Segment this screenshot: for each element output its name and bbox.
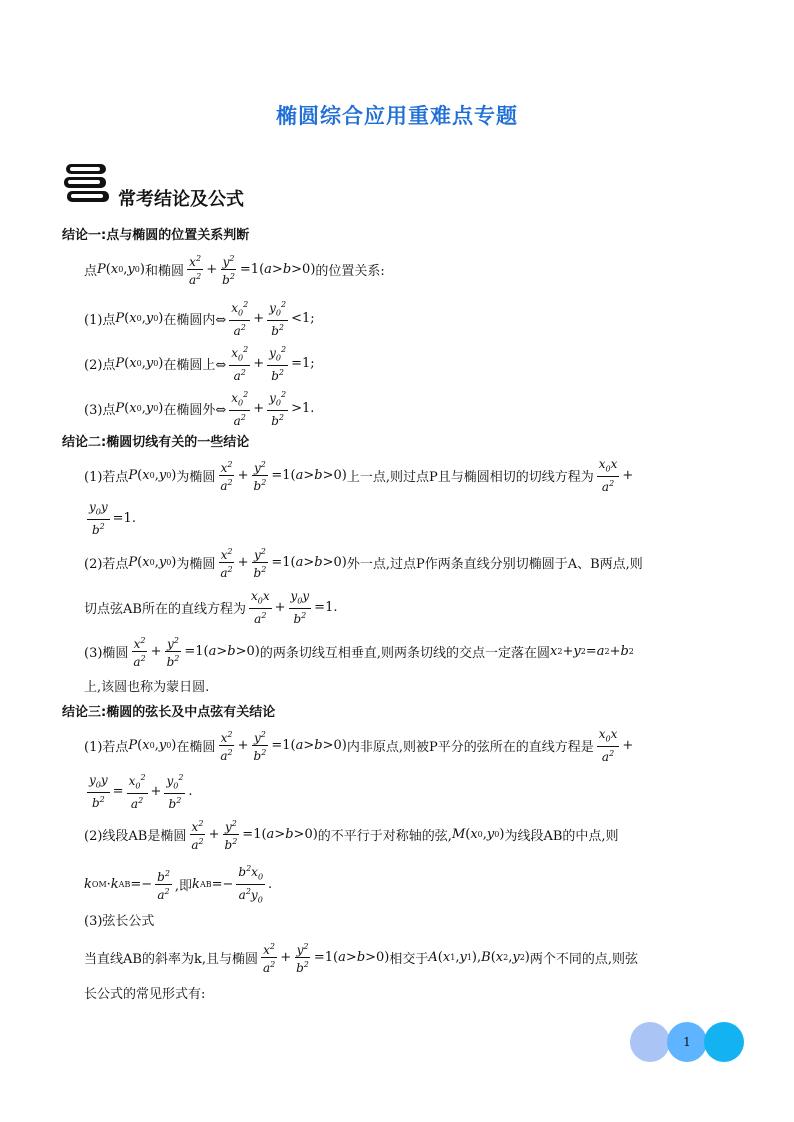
section-heading: 常考结论及公式 [118,189,244,210]
c3-item-2: (2)线段AB是椭圆 $\frac{x^2}{a^2}$ + $\frac{y^2}{b^2}$ =1( a > b >0) 的不平行于对称轴的弦, M ( x 0 , y 0 ) 为线段AB的中点,则 [84,819,619,852]
c2-item-3-cont: 上,该圆也称为蒙日圆. [84,680,210,695]
conclusion-2-heading: 结论二:椭圆切线有关的一些结论 [62,435,250,450]
c3-item-4: 当直线AB的斜率为k,且与椭圆 $\frac{x^2}{a^2}$ + $\frac{y^2}{b^2}$ =1( a > b >0) 相交于 A ( x 1 , y 1 ), B ( x 2 , y 2 ) 两个不同的点,则弦 [84,942,639,975]
c3-item-3: (3)弦长公式 [84,914,155,929]
c3-item-1-cont: $\frac{y_0y}{b^2}$ = $\frac{x_0^2}{a^2}$ + $\frac{y_0^2}{b^2}$ . [89,772,193,812]
c2-item-2: (2)若点 P ( x 0 , y 0 ) 为椭圆 $\frac{x^2}{a^2}$ + $\frac{y^2}{b^2}$ =1( a > b >0) 外一点,过点P作两条直线分别切椭圆于A、B两点,则 [84,547,643,580]
page-indicator [630,1022,744,1062]
c1-item-3: (3)点 P ( x 0 , y 0 ) 在椭圆外⇔ $\frac{x_0^2}{a^2}$ + $\frac{y_0^2}{b^2}$ >1. [84,390,315,429]
books-icon [62,162,112,204]
c2-item-2-cont: 切点弦AB所在的直线方程为 $\frac{x_0x}{a^2}$ + $\frac{y_0y}{b^2}$ =1. [84,589,338,627]
page-title: 椭圆综合应用重难点专题 [276,104,518,128]
c1-item-1: (1)点 P ( x 0 , y 0 ) 在椭圆内⇔ $\frac{x_0^2}{a^2}$ + $\frac{y_0^2}{b^2}$ <1; [84,300,315,339]
c2-item-3: (3)椭圆 $\frac{x^2}{a^2}$ + $\frac{y^2}{b^2}$ =1( a > b >0) 的两条切线互相垂直,则两条切线的交点一定落在圆 x 2 + y 2 = a 2 + b 2 [84,636,634,669]
circle-right [704,1022,744,1062]
c3-item-5: 长公式的常见形式有: [84,987,206,1002]
c3-item-2-cont: k OM · k AB =− $\frac{b^2}{a^2}$ ,即 k AB =− $\frac{b^2x_0}{a^2y_0}$ . [84,864,273,905]
circle-left [630,1022,670,1062]
conclusion-3-heading: 结论三:椭圆的弦长及中点弦有关结论 [62,705,276,720]
c1-intro: 点 P ( x 0 , y 0 ) 和椭圆 $\frac{x^2}{a^2}$ + $\frac{y^2}{b^2}$ =1( a > b >0) 的位置关系: [84,254,385,287]
c2-item-1: (1)若点 P ( x 0 , y 0 ) 为椭圆 $\frac{x^2}{a^2}$ + $\frac{y^2}{b^2}$ =1( a > b >0) 上一点,则过点P且与椭圆相切的切线方程为 $\frac{x_0x}{a^2}$ + [84,457,634,495]
c3-item-1: (1)若点 P ( x 0 , y 0 ) 在椭圆 $\frac{x^2}{a^2}$ + $\frac{y^2}{b^2}$ =1( a > b >0) 内非原点,则被P平分的弦所在的直线方程是 $\frac{x_0x}{a^2}$ + [84,727,634,765]
conclusion-1-heading: 结论一:点与椭圆的位置关系判断 [62,228,250,243]
page-number: 1 [667,1022,707,1062]
c1-item-2: (2)点 P ( x 0 , y 0 ) 在椭圆上⇔ $\frac{x_0^2}{a^2}$ + $\frac{y_0^2}{b^2}$ =1; [84,345,315,384]
c2-item-1-cont: $\frac{y_0y}{b^2}$ =1. [89,500,136,538]
